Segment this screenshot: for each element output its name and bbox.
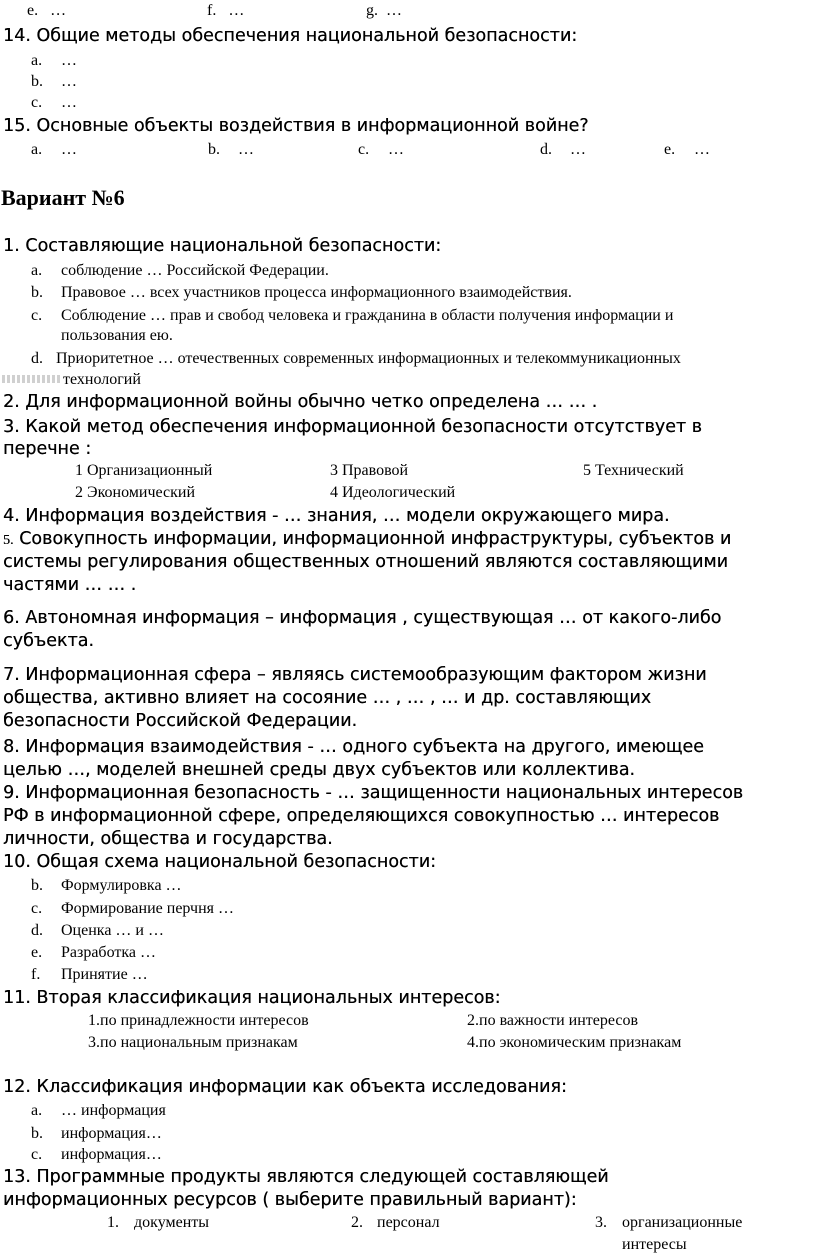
- v13-answer-2: [351, 1213, 440, 1233]
- answer-text: организационные: [622, 1214, 743, 1231]
- question-1-title: 1. Составляющие национальной безопасности:: [3, 236, 442, 256]
- option-label: c.: [31, 1146, 43, 1163]
- q14-option-c: [31, 93, 77, 113]
- top-option-e: [27, 1, 66, 21]
- v11-item-3: 3.по национальным признакам: [88, 1034, 298, 1051]
- method-organizational: 1 Организационный: [75, 462, 213, 479]
- option-label: f.: [207, 2, 217, 19]
- hidden-marks-decoration: [2, 375, 62, 383]
- option-label: b.: [31, 1125, 43, 1142]
- option-text: Соблюдение … прав и свобод человека и гражданина в области получения информации и: [61, 307, 674, 324]
- question-7-line-1: 7. Информационная сфера – являясь системообразующим фактором жизни: [3, 665, 707, 685]
- option-text: …: [570, 141, 586, 158]
- question-13-line-2: информационных ресурсов ( выберите правильный вариант):: [3, 1190, 577, 1210]
- option-text: Разработка …: [61, 944, 156, 961]
- q15-option-b: [208, 140, 254, 160]
- option-text: Приоритетное … отечественных современных информационных и телекоммуникационных: [56, 350, 681, 367]
- q15-option-d: [540, 140, 586, 160]
- option-label: g.: [366, 2, 378, 19]
- option-label: a.: [31, 262, 43, 279]
- question-13-line-1: 13. Программные продукты являются следующей составляющей: [3, 1167, 609, 1187]
- option-label: b.: [31, 284, 43, 301]
- method-economic: 2 Экономический: [75, 484, 196, 501]
- q15-option-c: [358, 140, 404, 160]
- question-8-line-1: 8. Информация взаимодействия - … одного субъекта на другого, имеющее: [3, 737, 704, 757]
- question-15-title: 15. Основные объекты воздействия в информационной войне?: [3, 116, 589, 136]
- question-7-line-2: общества, активно влияет на сосояние … , … , … и др. составляющих: [3, 688, 652, 708]
- v13-answer-1: [107, 1213, 209, 1233]
- question-6-line-1: 6. Автономная информация – информация , существующая … от какого-либо: [3, 608, 722, 628]
- option-text: …: [61, 52, 77, 69]
- question-5-line-2: системы регулирования общественных отношений являются составляющими: [3, 552, 728, 572]
- option-label: c.: [31, 307, 43, 324]
- question-3-line-2: перечне :: [3, 439, 92, 459]
- option-text: …: [386, 2, 402, 19]
- option-text: …: [61, 73, 77, 90]
- question-9-line-2: РФ в информационной сфере, определяющихся совокупностью … интересов: [3, 806, 720, 826]
- question-5-line-1: [3, 528, 731, 552]
- option-label: c.: [31, 94, 43, 111]
- option-text: Принятие …: [61, 966, 148, 983]
- option-text: … информация: [61, 1102, 166, 1119]
- v11-item-2: 2.по важности интересов: [467, 1012, 639, 1029]
- option-text: Оценка … и …: [61, 922, 164, 939]
- v1-option-a: [31, 261, 329, 281]
- option-label: a.: [31, 141, 43, 158]
- v1-option-d-line-2: технологий: [63, 371, 141, 388]
- option-label: c.: [31, 900, 43, 917]
- method-ideological: 4 Идеологический: [330, 484, 456, 501]
- question-4-title: 4. Информация воздействия - … знания, … модели окружающего мира.: [3, 506, 670, 526]
- option-text: Правовое … всех участников процесса информационного взаимодействия.: [61, 284, 572, 301]
- question-9-line-3: личности, общества и государства.: [3, 829, 333, 849]
- v1-option-d: [31, 349, 681, 369]
- question-11-title: 11. Вторая классификация национальных интересов:: [3, 988, 501, 1008]
- option-text: информация…: [61, 1146, 162, 1163]
- question-3-line-1: 3. Какой метод обеспечения информационной безопасности отсутствует в: [3, 417, 702, 437]
- option-label: b.: [208, 141, 220, 158]
- option-text: информация…: [61, 1125, 162, 1142]
- v1-option-b: [31, 283, 572, 303]
- v10-option-f: [31, 965, 148, 985]
- option-text: …: [228, 2, 245, 19]
- v10-option-b: [31, 876, 182, 896]
- answer-number: 2.: [351, 1214, 363, 1231]
- q15-option-a: [31, 140, 77, 160]
- answer-number: 1.: [107, 1214, 119, 1231]
- q14-option-a: [31, 51, 77, 71]
- v1-option-c: [31, 306, 673, 326]
- v10-option-e: [31, 943, 156, 963]
- option-label: d.: [540, 141, 552, 158]
- v13-answer-3: [595, 1213, 742, 1233]
- v10-option-d: [31, 921, 164, 941]
- option-label: f.: [31, 966, 41, 983]
- v12-option-b: [31, 1124, 162, 1144]
- v13-answer-3-line-2: интересы: [622, 1236, 687, 1253]
- option-label: d.: [31, 350, 43, 367]
- v11-item-4: 4.по экономическим признакам: [467, 1034, 682, 1051]
- answer-number: 3.: [595, 1214, 607, 1231]
- v1-option-c-line-2: пользования ею.: [61, 327, 173, 344]
- option-label: d.: [31, 922, 43, 939]
- q15-option-e: [664, 140, 710, 160]
- question-5-text: Совокупность информации, информационной инфраструктуры, субъектов и: [19, 529, 732, 549]
- option-text: …: [61, 141, 77, 158]
- question-10-title: 10. Общая схема национальной безопасности:: [3, 852, 436, 872]
- top-option-f: [207, 1, 244, 21]
- option-text: соблюдение … Российской Федерации.: [61, 262, 329, 279]
- question-8-line-2: целью …, моделей внешней среды двух субъектов или коллектива.: [3, 760, 635, 780]
- option-label: b.: [31, 73, 43, 90]
- option-label: e.: [664, 141, 676, 158]
- option-label: c.: [358, 141, 370, 158]
- question-5-line-3: частями … … .: [3, 575, 137, 595]
- top-option-g: [366, 1, 402, 21]
- answer-text: документы: [134, 1214, 210, 1231]
- v10-option-c: [31, 899, 234, 919]
- option-label: e.: [27, 2, 39, 19]
- question-5-number: 5.: [3, 533, 14, 548]
- v12-option-a: [31, 1101, 166, 1121]
- option-text: …: [61, 94, 77, 111]
- option-label: a.: [31, 1102, 43, 1119]
- variant-title: Вариант №6: [1, 185, 125, 210]
- v11-item-1: 1.по принадлежности интересов: [88, 1012, 309, 1029]
- question-2-title: 2. Для информационной войны обычно четко определена … … .: [3, 392, 598, 412]
- option-text: …: [388, 141, 404, 158]
- v12-option-c: [31, 1145, 162, 1165]
- question-6-line-2: субъекта.: [3, 631, 94, 651]
- method-legal: 3 Правовой: [330, 462, 409, 479]
- option-label: a.: [31, 52, 43, 69]
- option-label: e.: [31, 944, 43, 961]
- option-text: …: [50, 2, 67, 19]
- method-technical: 5 Технический: [583, 462, 684, 479]
- option-text: …: [238, 141, 254, 158]
- option-text: Формирование перчня …: [61, 900, 234, 917]
- option-text: …: [694, 141, 710, 158]
- option-text: Формулировка …: [61, 877, 182, 894]
- q14-option-b: [31, 72, 77, 92]
- question-9-line-1: 9. Информационная безопасность - … защищенности национальных интересов: [3, 783, 744, 803]
- question-7-line-3: безопасности Российской Федерации.: [3, 711, 358, 731]
- answer-text: персонал: [377, 1214, 440, 1231]
- option-label: b.: [31, 877, 43, 894]
- question-12-title: 12. Классификация информации как объекта исследования:: [3, 1077, 567, 1097]
- question-14-title: 14. Общие методы обеспечения национальной безопасности:: [3, 26, 578, 46]
